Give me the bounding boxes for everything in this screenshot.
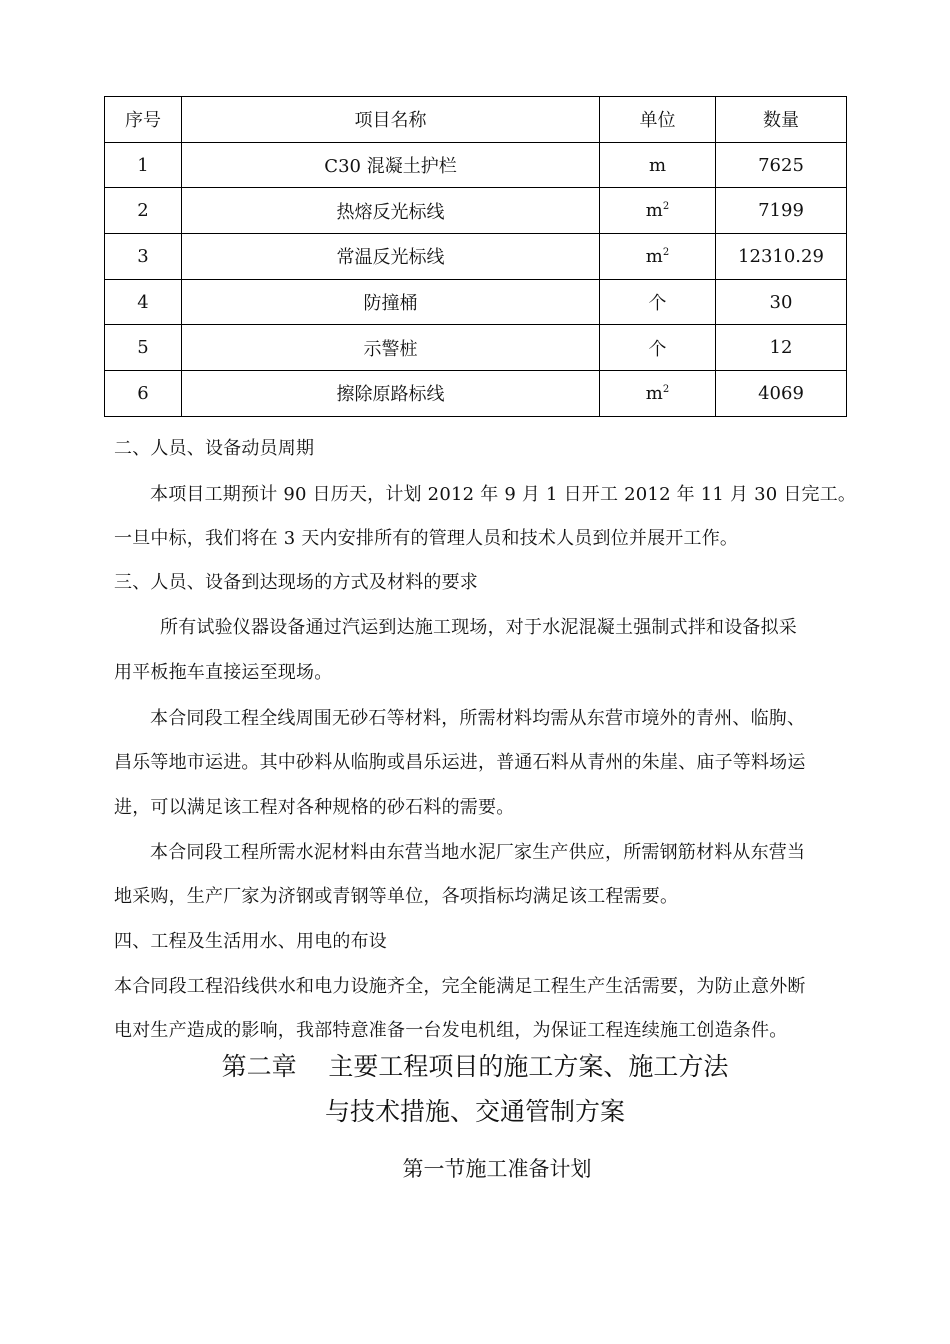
- paragraph-line: 本合同段工程全线周围无砂石等材料，所需材料均需从东营市境外的青州、临朐、: [150, 708, 806, 729]
- row-item-name: 常温反光标线: [182, 234, 600, 280]
- table-row: [105, 142, 847, 188]
- row-unit: $m^2$: [600, 234, 716, 280]
- row-item-name: 热熔反光标线: [182, 188, 600, 234]
- header-quantity: 数量: [716, 97, 847, 143]
- header-unit: 单位: [600, 97, 716, 143]
- row-quantity: 30: [716, 279, 847, 325]
- paragraph-line: 用平板拖车直接运至现场。: [114, 662, 333, 683]
- paragraph-line: 一旦中标，我们将在 3 天内安排所有的管理人员和技术人员到位并展开工作。: [114, 528, 739, 549]
- section-heading-mobilization: 二、人员、设备动员周期: [114, 438, 315, 459]
- row-no: 4: [105, 279, 182, 325]
- row-no: 5: [105, 325, 182, 371]
- table-row: [105, 188, 847, 234]
- header-item-name: 项目名称: [182, 97, 600, 143]
- row-unit: 个: [600, 325, 716, 371]
- row-quantity: 12310.29: [716, 234, 847, 280]
- table-row: [105, 371, 847, 417]
- section-heading-arrival: 三、人员、设备到达现场的方式及材料的要求: [114, 572, 478, 593]
- row-unit: m: [600, 142, 716, 188]
- paragraph-line: 本合同段工程沿线供水和电力设施齐全，完全能满足工程生产生活需要，为防止意外断: [114, 976, 806, 997]
- row-item-name: 擦除原路标线: [182, 371, 600, 417]
- row-item-name: 示警桩: [182, 325, 600, 371]
- table-row: [105, 325, 847, 371]
- row-quantity: 4069: [716, 371, 847, 417]
- paragraph-line: 本项目工期预计 90 日历天，计划 2012 年 9 月 1 日开工 2012 年 11 月 30 日完工。: [150, 484, 857, 505]
- row-item-name: C30 混凝土护栏: [182, 142, 600, 188]
- chapter-title-line2: 与技术措施、交通管制方案: [324, 1097, 625, 1126]
- row-unit: 个: [600, 279, 716, 325]
- table-row: [105, 279, 847, 325]
- row-no: 3: [105, 234, 182, 280]
- row-unit: $m^2$: [600, 371, 716, 417]
- row-no: 2: [105, 188, 182, 234]
- row-no: 1: [105, 142, 182, 188]
- quantity-table: [104, 96, 847, 417]
- paragraph-line: 进，可以满足该工程对各种规格的砂石料的需要。: [114, 797, 515, 818]
- row-unit: $m^2$: [600, 188, 716, 234]
- row-no: 6: [105, 371, 182, 417]
- section-heading-utilities: 四、工程及生活用水、用电的布设: [114, 931, 387, 952]
- table-row: [105, 234, 847, 280]
- table-header-row: [105, 97, 847, 143]
- row-quantity: 7199: [716, 188, 847, 234]
- row-item-name: 防撞桶: [182, 279, 600, 325]
- chapter-title-line1: 第二章 主要工程项目的施工方案、施工方法: [221, 1052, 729, 1081]
- paragraph-line: 本合同段工程所需水泥材料由东营当地水泥厂家生产供应，所需钢筋材料从东营当: [150, 842, 806, 863]
- paragraph-line: 所有试验仪器设备通过汽运到达施工现场，对于水泥混凝土强制式拌和设备拟采: [160, 617, 797, 638]
- row-quantity: 12: [716, 325, 847, 371]
- header-no: 序号: [105, 97, 182, 143]
- paragraph-line: 电对生产造成的影响，我部特意准备一台发电机组，为保证工程连续施工创造条件。: [114, 1020, 788, 1041]
- paragraph-line: 昌乐等地市运进。其中砂料从临朐或昌乐运进，普通石料从青州的朱崖、庙子等料场运: [114, 752, 806, 773]
- section-title: 第一节施工准备计划: [402, 1157, 592, 1181]
- row-quantity: 7625: [716, 142, 847, 188]
- paragraph-line: 地采购，生产厂家为济钢或青钢等单位，各项指标均满足该工程需要。: [114, 886, 679, 907]
